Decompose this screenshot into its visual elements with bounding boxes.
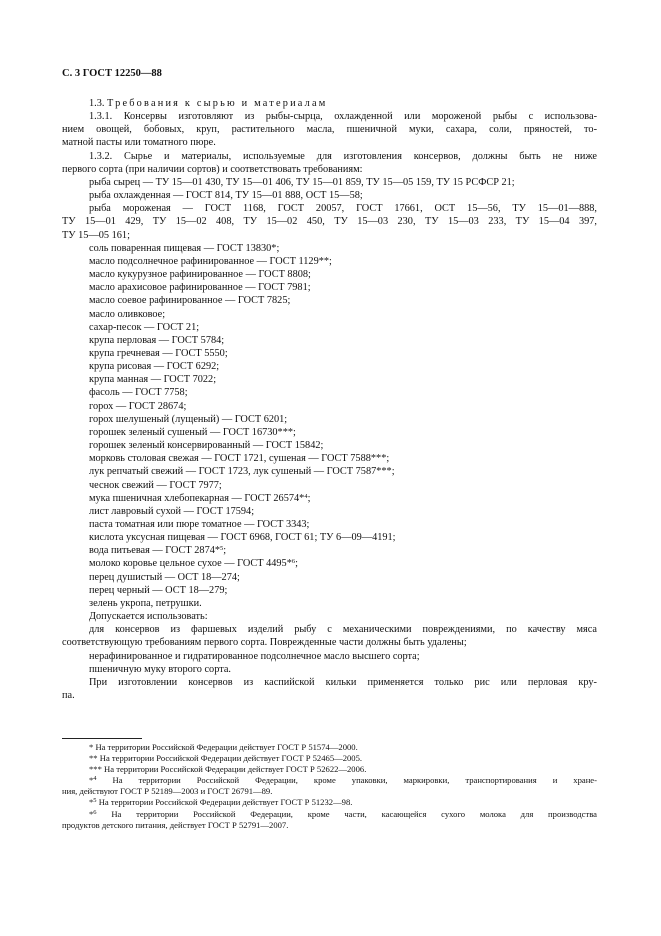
footnote-3: *** На территории Российской Федерации действует ГОСТ Р 52622—2006. bbox=[89, 764, 367, 775]
item-milk-sup: 6 bbox=[291, 558, 296, 566]
item-green-peas-canned: горошек зеленый консервированный — ГОСТ 15842; bbox=[89, 440, 324, 452]
allowed-minced-2: соответствующую требованиям первого сорта. Поврежденные части должны быть удалены; bbox=[62, 637, 467, 649]
item-rice: крупа рисовая — ГОСТ 6292; bbox=[89, 361, 220, 373]
item-sunflower-text: масло подсолнечное рафинированное — ГОСТ 1129 bbox=[89, 255, 319, 267]
allowed-minced-1: для консервов из фаршевых изделий рыбу с механическими повреждениями, по качеству мяса bbox=[89, 624, 597, 636]
item-barley: крупа перловая — ГОСТ 5784; bbox=[89, 334, 225, 346]
item-green-peas-dried-mark: *** bbox=[277, 426, 293, 438]
allowed-intro: Допускается использовать: bbox=[89, 611, 208, 623]
item-salt-mark: * bbox=[271, 242, 277, 254]
item-peas-hulled: горох шелушеный (лущеный) — ГОСТ 6201; bbox=[89, 413, 288, 425]
item-buckwheat: крупа гречневая — ГОСТ 5550; bbox=[89, 347, 228, 359]
item-beans: фасоль — ГОСТ 7758; bbox=[89, 387, 188, 399]
item-corn-oil: масло кукурузное рафинированное — ГОСТ 8808; bbox=[89, 269, 311, 281]
section-heading bbox=[62, 97, 597, 110]
item-black-pepper: перец черный — ОСТ 18—279; bbox=[89, 584, 228, 596]
allowed-oil: нерафинированное и гидратированное подсолнечное масло высшего сорта; bbox=[89, 650, 420, 662]
item-water bbox=[62, 544, 597, 557]
item-salt-end: ; bbox=[276, 242, 280, 254]
item-onion-end: ; bbox=[391, 466, 395, 478]
item-acid: кислота уксусная пищевая — ГОСТ 6968, ГОСТ 61; ТУ 6—09—4191; bbox=[89, 532, 396, 544]
item-peanut-oil: масло арахисовое рафинированное — ГОСТ 7981; bbox=[89, 282, 311, 294]
item-water-text: вода питьевая — ГОСТ 2874 bbox=[89, 545, 215, 557]
item-flour-text: мука пшеничная хлебопекарная — ГОСТ 26574 bbox=[89, 492, 300, 504]
item-sunflower-oil bbox=[62, 255, 597, 268]
item-milk-end: ; bbox=[295, 558, 298, 570]
item-peas: горох — ГОСТ 28674; bbox=[89, 400, 187, 412]
item-fish-chilled: рыба охлажденная — ГОСТ 814, ТУ 15—01 888, ОСТ 15—58; bbox=[89, 190, 363, 202]
item-dill: зелень укропа, петрушки. bbox=[89, 597, 202, 609]
p131-line-3: матной пасты или томатного пюре. bbox=[62, 137, 216, 149]
footnote-6-line-2: продуктов детского питания, действует ГОСТ Р 52791—2007. bbox=[62, 819, 289, 830]
footnote-5 bbox=[62, 797, 597, 808]
item-sugar: сахар-песок — ГОСТ 21; bbox=[89, 321, 200, 333]
item-carrot-mark: *** bbox=[370, 453, 387, 465]
p132-line-2: первого сорта (при наличии сортов) и соответствовать требованиям: bbox=[62, 163, 363, 175]
item-soy-oil: масло соевое рафинированное — ГОСТ 7825; bbox=[89, 295, 291, 307]
item-sunflower-end: ; bbox=[329, 255, 332, 267]
item-fish-frozen-1: рыба мороженая — ГОСТ 1168, ГОСТ 20057, ГОСТ 17661, ОСТ 15—56, ТУ 15—01—888, bbox=[89, 203, 597, 215]
kilka-line-2: па. bbox=[62, 690, 75, 702]
footnote-6-line-1 bbox=[62, 809, 597, 820]
footnote-5-sup: 5 bbox=[93, 797, 97, 805]
footnote-4-text: На территории Российской Федерации, кроме упаковки, маркировки, транспортирования и хране- bbox=[96, 775, 597, 786]
item-garlic: чеснок свежий — ГОСТ 7977; bbox=[89, 479, 222, 491]
footnote-divider bbox=[62, 738, 142, 739]
item-salt bbox=[62, 242, 597, 255]
footnote-6-mark: * bbox=[89, 808, 94, 819]
item-fish-frozen-3: ТУ 15—05 161; bbox=[62, 229, 130, 241]
p131-line-2: нием овощей, бобовых, круп, растительного масла, пшеничной муки, сахара, соли, пряностей, то- bbox=[62, 124, 597, 136]
footnote-6-sup: 6 bbox=[93, 808, 97, 816]
footnote-2: ** На территории Российской Федерации действует ГОСТ Р 52465—2005. bbox=[89, 753, 363, 764]
section-number: 1.3. bbox=[89, 98, 105, 109]
kilka-line-1: При изготовлении консервов из каспийской кильки применяется только рис или перловая кру- bbox=[89, 676, 597, 688]
item-milk bbox=[62, 557, 597, 570]
footnote-4-line-1 bbox=[62, 775, 597, 786]
footnote-4-sup: 4 bbox=[93, 775, 97, 783]
item-onion bbox=[62, 465, 597, 478]
item-fish-raw: рыба сырец — ТУ 15—01 430, ТУ 15—01 406, ТУ 15—01 859, ТУ 15—05 159, ТУ 15 РСФСР 21; bbox=[89, 176, 515, 188]
item-carrot-end: ; bbox=[386, 453, 390, 465]
item-flour-sup: 4 bbox=[304, 492, 308, 500]
item-olive-oil: масло оливковое; bbox=[89, 308, 166, 320]
item-flour-mark: * bbox=[299, 492, 305, 504]
item-salt-text: соль поваренная пищевая — ГОСТ 13830 bbox=[89, 242, 272, 254]
item-semolina: крупа манная — ГОСТ 7022; bbox=[89, 374, 217, 386]
p132-line-1: 1.3.2. Сырье и материалы, используемые для изготовления консервов, должны быть не ниже bbox=[89, 150, 597, 162]
page-header: С. 3 ГОСТ 12250—88 bbox=[62, 68, 162, 79]
footnote-5-text: На территории Российской Федерации действует ГОСТ Р 51232—98. bbox=[96, 797, 353, 808]
item-allspice: перец душистый — ОСТ 18—274; bbox=[89, 571, 240, 583]
footnotes bbox=[62, 742, 597, 831]
footnote-1: * На территории Российской Федерации действует ГОСТ Р 51574—2000. bbox=[89, 742, 358, 752]
item-carrot bbox=[62, 452, 597, 465]
item-fish-frozen-2: ТУ 15—01 429, ТУ 15—02 408, ТУ 15—02 450, ТУ 15—03 230, ТУ 15—03 233, ТУ 15—04 397, bbox=[62, 216, 597, 228]
footnote-6-text: На территории Российской Федерации, кроме части, касающейся сухого молока для производства bbox=[96, 808, 597, 819]
item-green-peas-dried bbox=[62, 426, 597, 439]
item-milk-text: молоко коровье цельное сухое — ГОСТ 4495 bbox=[89, 558, 287, 570]
footnote-4-line-2: ния, действуют ГОСТ Р 52189—2003 и ГОСТ 26791—89. bbox=[62, 786, 273, 797]
item-flour bbox=[62, 492, 597, 505]
item-water-end: ; bbox=[223, 545, 227, 557]
item-onion-mark: *** bbox=[376, 466, 392, 478]
section-title: Требования к сырью и материалам bbox=[107, 98, 328, 109]
allowed-flour: пшеничную муку второго сорта. bbox=[89, 663, 231, 675]
item-green-peas-dried-text: горошек зеленый сушеный — ГОСТ 16730 bbox=[89, 426, 278, 438]
document-body bbox=[62, 97, 597, 702]
item-water-sup: 5 bbox=[220, 545, 224, 553]
item-water-mark: * bbox=[214, 545, 221, 557]
item-green-peas-dried-end: ; bbox=[293, 426, 296, 438]
footnote-4-mark: * bbox=[89, 775, 94, 786]
item-milk-mark: * bbox=[286, 558, 292, 570]
item-carrot-text: морковь столовая свежая — ГОСТ 1721, сушеная — ГОСТ 7588 bbox=[89, 453, 371, 465]
item-tomato: паста томатная или пюре томатное — ГОСТ 3343; bbox=[89, 519, 310, 530]
footnote-5-mark: * bbox=[89, 797, 94, 808]
item-bay-leaf: лист лавровый сухой — ГОСТ 17594; bbox=[89, 505, 255, 517]
item-flour-end: ; bbox=[307, 492, 311, 504]
p131-line-1: 1.3.1. Консервы изготовляют из рыбы-сырца, охлажденной или мороженой рыбы с использова- bbox=[89, 111, 597, 123]
item-onion-text: лук репчатый свежий — ГОСТ 1723, лук сушеный — ГОСТ 7587 bbox=[89, 466, 377, 478]
item-sunflower-mark: ** bbox=[318, 255, 330, 267]
